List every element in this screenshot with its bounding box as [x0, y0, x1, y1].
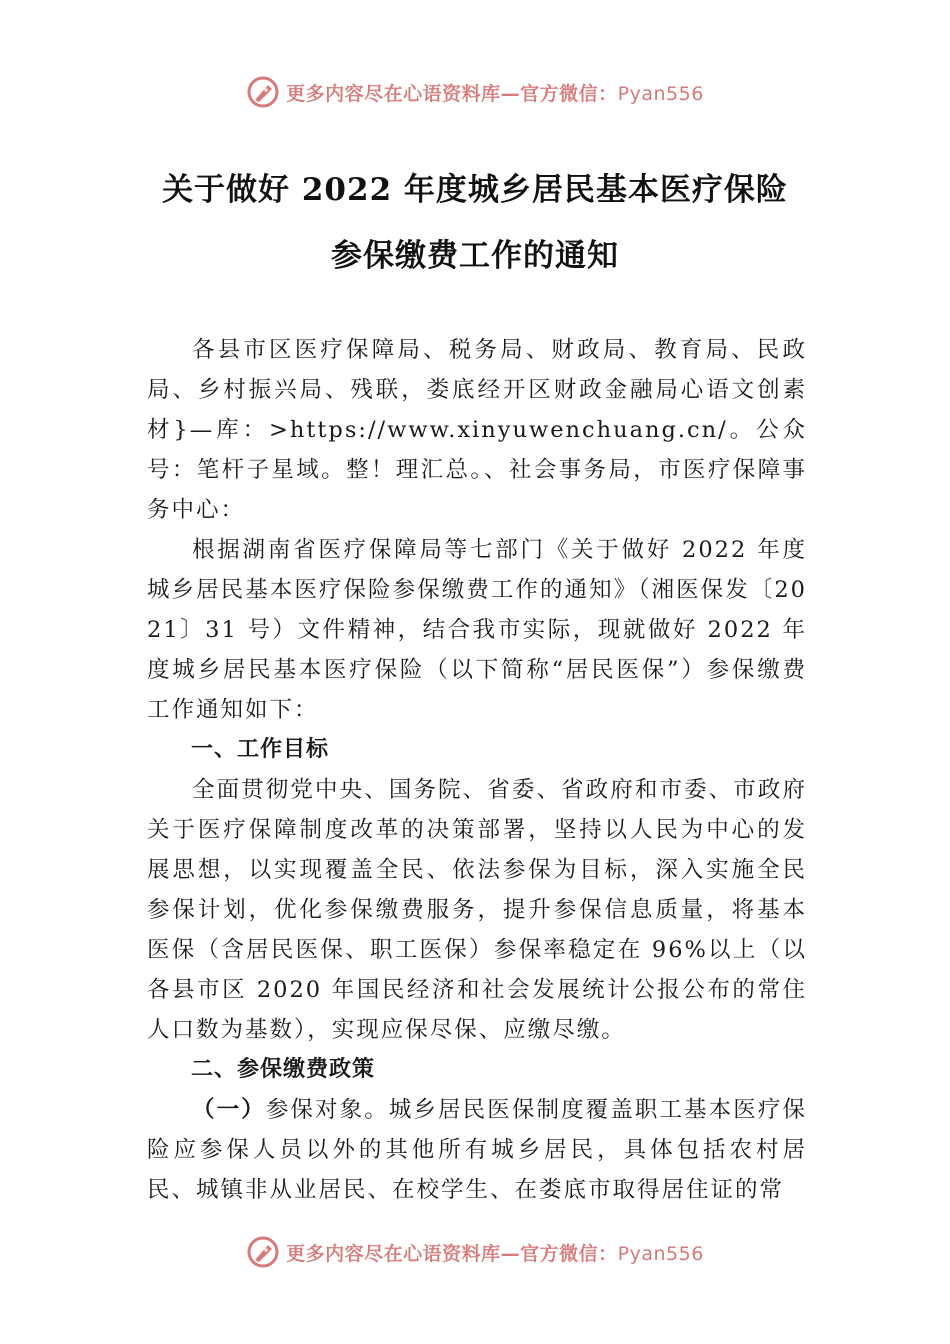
wechat-id: Pyan556	[617, 1242, 704, 1265]
wechat-id: Pyan556	[617, 82, 704, 105]
section-heading-goals: 一、工作目标	[191, 737, 330, 762]
paragraph-addressees: 各县市区医疗保障局、税务局、财政局、教育局、民政局、乡村振兴局、残联，娄底经开区财政金融局心语文创素材}—库：>https://www.xinyuwenchuang.cn/。公众号：笔杆子星域。整！理汇总。、社会事务局，市医疗保障事务中心：	[147, 337, 807, 523]
document-title-line1: 关于做好 2022 年度城乡居民基本医疗保险	[162, 172, 788, 208]
document-title-line2: 参保缴费工作的通知	[331, 238, 619, 274]
paragraph-basis: 根据湖南省医疗保障局等七部门《关于做好 2022 年度城乡居民基本医疗保险参保缴费工作的通知》（湘医保发〔2021〕31 号）文件精神，结合我市实际，现就做好 2022 年度城乡居民基本医疗保险（以下简称“居民医保”）参保缴费工作通知如下：	[147, 537, 807, 723]
paragraph-targets	[147, 1090, 807, 1210]
pen-nib-logo-icon	[246, 1235, 280, 1269]
pen-nib-logo-icon	[246, 75, 280, 109]
paragraph-targets-text: 参保对象。城乡居民医保制度覆盖职工基本医疗保险应参保人员以外的其他所有城乡居民，具体包括农村居民、城镇非从业居民、在校学生、在娄底市取得居住证的常	[147, 1097, 807, 1203]
paragraph-targets-number: （一）	[192, 1097, 266, 1123]
watermark-banner-top	[0, 72, 950, 112]
watermark-banner-bottom	[0, 1232, 950, 1272]
watermark-text: 更多内容尽在心语资料库—官方微信：Pyan556	[286, 1242, 704, 1265]
document-body	[147, 330, 807, 1210]
paragraph-goals: 全面贯彻党中央、国务院、省委、省政府和市委、市政府关于医疗保障制度改革的决策部署，坚持以人民为中心的发展思想，以实现覆盖全民、依法参保为目标，深入实施全民参保计划，优化参保缴费服务，提升参保信息质量，将基本医保（含居民医保、职工医保）参保率稳定在 96%以上（以各县市区 2020 年国民经济和社会发展统计公报公布的常住人口数为基数），实现应保尽保、应缴尽缴。	[147, 777, 807, 1043]
section-heading-policy: 二、参保缴费政策	[191, 1057, 376, 1082]
watermark-text: 更多内容尽在心语资料库—官方微信：Pyan556	[286, 82, 704, 105]
